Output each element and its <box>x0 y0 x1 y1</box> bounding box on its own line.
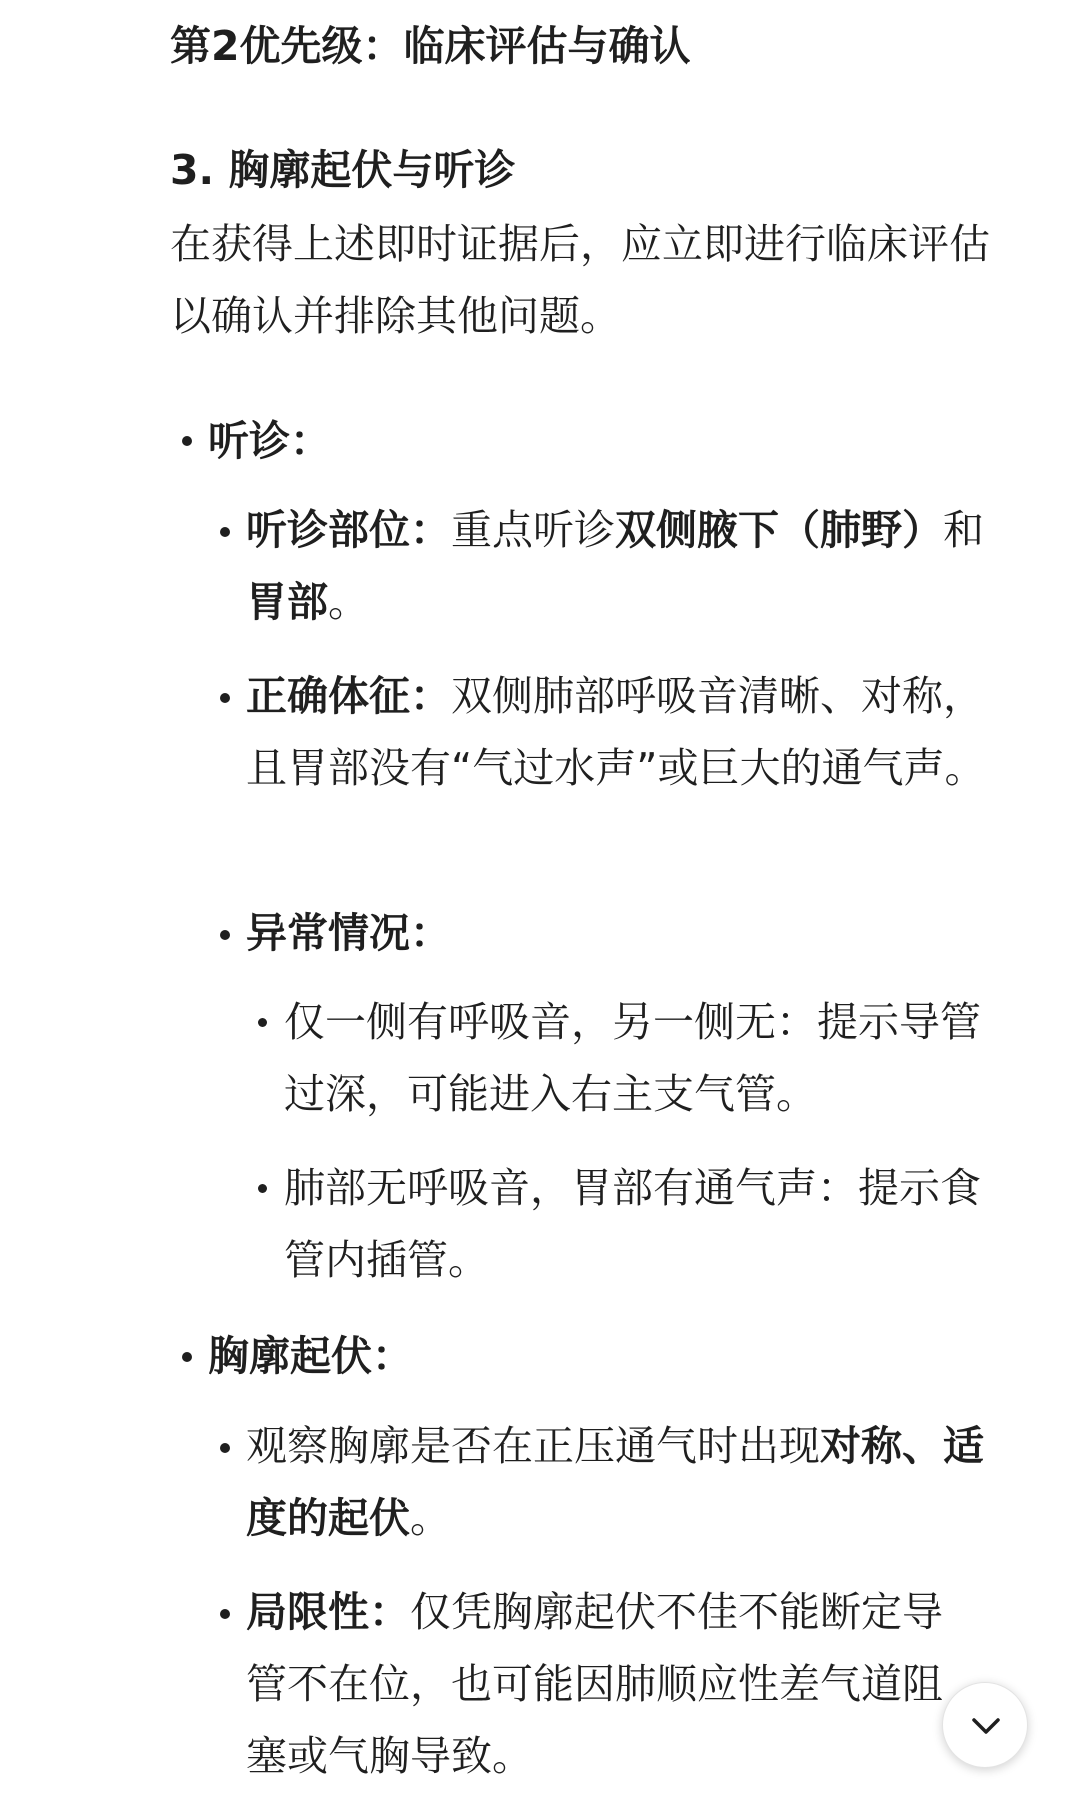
auscultation-site-text-c: 。 <box>328 578 369 626</box>
abnormal-item: 肺部无呼吸音，胃部有通气声：提示食管内插管。 <box>284 1164 981 1284</box>
chest-observe-end: 。 <box>410 1494 451 1542</box>
auscultation-site-bold-b: 胃部 <box>246 578 328 626</box>
section-heading: 3. 胸廓起伏与听诊 <box>170 146 516 194</box>
chest-observe-bold: 对称、适度的起伏 <box>246 1422 984 1542</box>
scroll-to-bottom-button[interactable] <box>942 1682 1028 1768</box>
limitation-text: 仅凭胸廓起伏不佳不能断定导管不在位，也可能因肺顺应性差气道阻塞或气胸导致。 <box>246 1588 943 1780</box>
auscultation-site-text-b: 和 <box>943 506 984 554</box>
list-item-limitation <box>246 1576 982 1792</box>
list-item-auscultation-site <box>246 494 1006 638</box>
abnormal-item: 仅一侧有呼吸音，另一侧无：提示导管过深，可能进入右主支气管。 <box>284 998 981 1118</box>
bullet-dot <box>220 527 230 537</box>
bullet-dot <box>258 1018 267 1027</box>
auscultation-site-bold-a: 双侧腋下（肺野） <box>615 506 943 554</box>
auscultation-label: 听诊： <box>208 417 331 465</box>
list-item-chest-rise <box>208 1320 1008 1392</box>
auscultation-site-text-a: 重点听诊 <box>451 506 615 554</box>
bullet-dot <box>258 1184 267 1193</box>
bullet-dot <box>182 436 192 446</box>
chest-observe-text: 观察胸廓是否在正压通气时出现 <box>246 1422 820 1470</box>
section-intro: 在获得上述即时证据后，应立即进行临床评估以确认并排除其他问题。 <box>170 220 990 340</box>
bullet-dot <box>220 693 230 703</box>
chevron-down-icon <box>968 1710 1004 1742</box>
priority-heading: 第2优先级：临床评估与确认 <box>170 22 691 70</box>
bullet-dot <box>220 930 230 940</box>
correct-signs-text: 双侧肺部呼吸音清晰、对称，且胃部没有“气过水声”或巨大的通气声。 <box>246 672 986 792</box>
limitation-label: 局限性： <box>246 1588 410 1636</box>
bullet-dot <box>220 1609 230 1619</box>
list-item-chest-observe <box>246 1410 1006 1554</box>
list-item-auscultation <box>208 405 1008 477</box>
chest-rise-label: 胸廓起伏： <box>208 1332 413 1380</box>
list-item-correct-signs <box>246 660 1006 804</box>
bullet-dot <box>220 1443 230 1453</box>
list-item-abnormal <box>246 897 1006 969</box>
abnormal-label: 异常情况： <box>246 909 451 957</box>
auscultation-site-label: 听诊部位： <box>246 506 451 554</box>
bullet-dot <box>182 1352 192 1362</box>
correct-signs-label: 正确体征： <box>246 672 451 720</box>
